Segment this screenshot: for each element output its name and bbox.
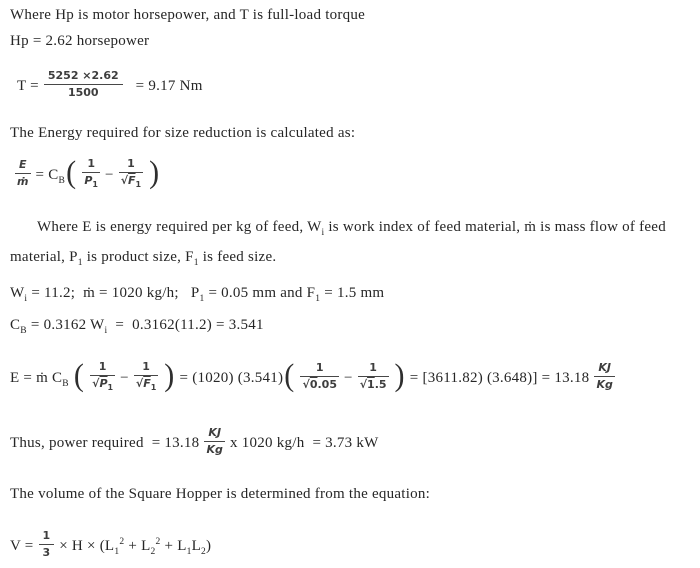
subscript: i <box>104 325 108 336</box>
text-run: √ <box>92 376 100 390</box>
sqrt-overline-arg: 1 <box>367 377 375 391</box>
text-run: = 0.3162 W <box>26 316 105 333</box>
italic-text: KJ <box>598 361 612 375</box>
subscript: 1 <box>114 546 120 557</box>
text-run: √ <box>135 376 144 390</box>
subscript: 2 <box>150 546 156 557</box>
fraction-numerator <box>119 157 143 173</box>
fraction <box>90 360 115 393</box>
text-run: = 11.2; ṁ = 1020 kg/h; P <box>27 284 200 301</box>
sqrt-overline-arg: F <box>128 173 136 187</box>
subscript: 1 <box>150 382 157 392</box>
text-run: 1 <box>98 359 107 373</box>
text-run: .05 <box>317 377 337 391</box>
text-run: 1 <box>369 361 377 375</box>
text-run: = C <box>35 166 59 183</box>
big-parenthesis: ) <box>164 358 175 394</box>
text-run: x 1020 kg/h = 3.73 kW <box>230 434 379 451</box>
fraction-numerator <box>300 361 339 377</box>
fraction <box>358 361 389 392</box>
fraction-denominator <box>300 377 339 392</box>
subscript: 1 <box>135 179 142 189</box>
equation-torque <box>17 71 698 102</box>
subscript: 1 <box>92 179 98 189</box>
fraction-denominator <box>90 376 115 393</box>
fraction-numerator <box>15 158 31 174</box>
text-run: − <box>343 369 353 386</box>
fraction-denominator <box>82 173 100 190</box>
subscript: 2 <box>201 546 207 557</box>
text-run: C <box>10 316 21 333</box>
fraction-denominator <box>15 174 31 189</box>
subscript: i <box>24 293 28 304</box>
text-run: V = <box>10 537 34 554</box>
italic-text: ṁ <box>17 174 29 188</box>
italic-text: Kg <box>206 442 223 456</box>
fraction-numerator <box>594 361 615 377</box>
italic-text: P <box>84 173 93 187</box>
fraction <box>39 529 55 560</box>
subscript: B <box>20 325 27 336</box>
fraction <box>134 360 158 393</box>
subscript: 1 <box>193 257 199 268</box>
big-parenthesis: ( <box>73 358 85 394</box>
text-run: = (1020) (3.541) <box>175 369 284 386</box>
sqrt-overline-arg: P <box>99 376 108 390</box>
italic-text: KJ <box>208 426 222 440</box>
fraction-numerator <box>358 361 389 377</box>
subscript: 1 <box>199 293 205 304</box>
text-line-power-required <box>10 427 698 459</box>
text-run: E = ṁ C <box>10 369 63 386</box>
text-run: = 0.05 mm and F <box>204 284 316 301</box>
text-run: is work index of feed material, ṁ is mass flow of feed material, P <box>10 218 666 265</box>
big-parenthesis: ( <box>66 155 77 191</box>
big-parenthesis: ) <box>149 155 160 191</box>
sqrt-overline-arg: 0 <box>309 377 318 391</box>
text-run: √ <box>302 377 310 391</box>
subscript: 1 <box>77 257 83 268</box>
big-parenthesis: ( <box>284 358 295 394</box>
text-run: √ <box>359 377 368 391</box>
fraction-denominator <box>134 376 158 393</box>
fraction-numerator <box>82 157 100 173</box>
text-run: .5 <box>374 377 387 391</box>
text-line-given-values <box>10 283 698 309</box>
fraction-denominator <box>39 545 55 560</box>
fraction <box>15 158 31 189</box>
text-run: 1 <box>142 359 150 373</box>
fraction-numerator <box>44 69 123 85</box>
fraction <box>204 426 225 457</box>
text-run: = 1.5 mm <box>320 284 385 301</box>
text-run: 1 <box>315 361 324 375</box>
text-run: Where E is energy required per kg of feed, W <box>37 218 322 235</box>
sqrt-overline-arg: F <box>143 376 151 390</box>
equation-bond-energy <box>10 157 698 199</box>
text-run: 1 <box>42 529 51 543</box>
text-run <box>69 370 73 386</box>
fraction-numerator <box>39 529 55 545</box>
paragraph-variable-definitions <box>10 215 698 275</box>
text-run: × H × (L <box>59 537 115 554</box>
text-run: 1500 <box>67 86 99 100</box>
text-run: W <box>10 284 25 301</box>
text-line-torque-intro: Where Hp is motor horsepower, and T is full-load torque <box>10 7 366 23</box>
superscript: 2 <box>119 536 125 547</box>
text-run: √ <box>120 173 129 187</box>
big-parenthesis: ) <box>394 358 405 394</box>
fraction-numerator <box>134 360 158 376</box>
text-run: = 0.3162(11.2) = 3.541 <box>107 316 264 333</box>
text-run: T = <box>17 78 39 94</box>
fraction-denominator <box>119 173 143 190</box>
text-run: − <box>120 369 129 386</box>
fraction-numerator <box>204 426 225 442</box>
text-run: 1 <box>127 156 135 170</box>
subscript: i <box>321 227 325 238</box>
superscript: 2 <box>155 536 161 547</box>
subscript: 1 <box>107 382 114 392</box>
fraction <box>82 157 100 190</box>
subscript: B <box>62 378 69 389</box>
text-run: L <box>191 537 202 554</box>
text-run: = [3611.82) (3.648)] = 13.18 <box>405 369 590 386</box>
fraction-numerator <box>90 360 115 376</box>
fraction <box>300 361 339 392</box>
text-run: ) <box>206 537 212 554</box>
fraction <box>44 69 123 100</box>
subscript: B <box>58 175 66 186</box>
fraction-denominator <box>358 377 389 392</box>
fraction <box>119 157 143 190</box>
text-run: 3 <box>42 545 51 559</box>
text-run: is product size, F <box>82 248 194 265</box>
text-line-hopper-intro: The volume of the Square Hopper is determined from the equation: <box>10 485 431 502</box>
italic-text: Kg <box>596 377 613 391</box>
text-run: is feed size. <box>198 248 277 265</box>
fraction-denominator <box>44 85 123 100</box>
fraction <box>594 361 615 392</box>
text-run: = 9.17 Nm <box>127 78 203 94</box>
text-run: + L <box>160 537 187 554</box>
italic-text: E <box>19 158 27 172</box>
fraction-denominator <box>594 377 615 392</box>
subscript: 1 <box>315 293 321 304</box>
fraction-denominator <box>204 442 225 457</box>
subscript: 1 <box>186 546 192 557</box>
text-line-hp-value: Hp = 2.62 horsepower <box>10 33 150 49</box>
text-run: Thus, power required = 13.18 <box>10 434 200 451</box>
text-run: − <box>104 166 114 183</box>
equation-hopper-volume <box>10 526 698 568</box>
text-run: 1 <box>87 156 95 170</box>
text-run: 5252 ×2.62 <box>47 69 119 83</box>
text-run: + L <box>124 537 151 554</box>
text-line-energy-intro: The Energy required for size reduction is calculated as: <box>10 124 356 141</box>
equation-energy-full <box>10 359 698 403</box>
text-line-cb-calculation <box>10 315 698 341</box>
